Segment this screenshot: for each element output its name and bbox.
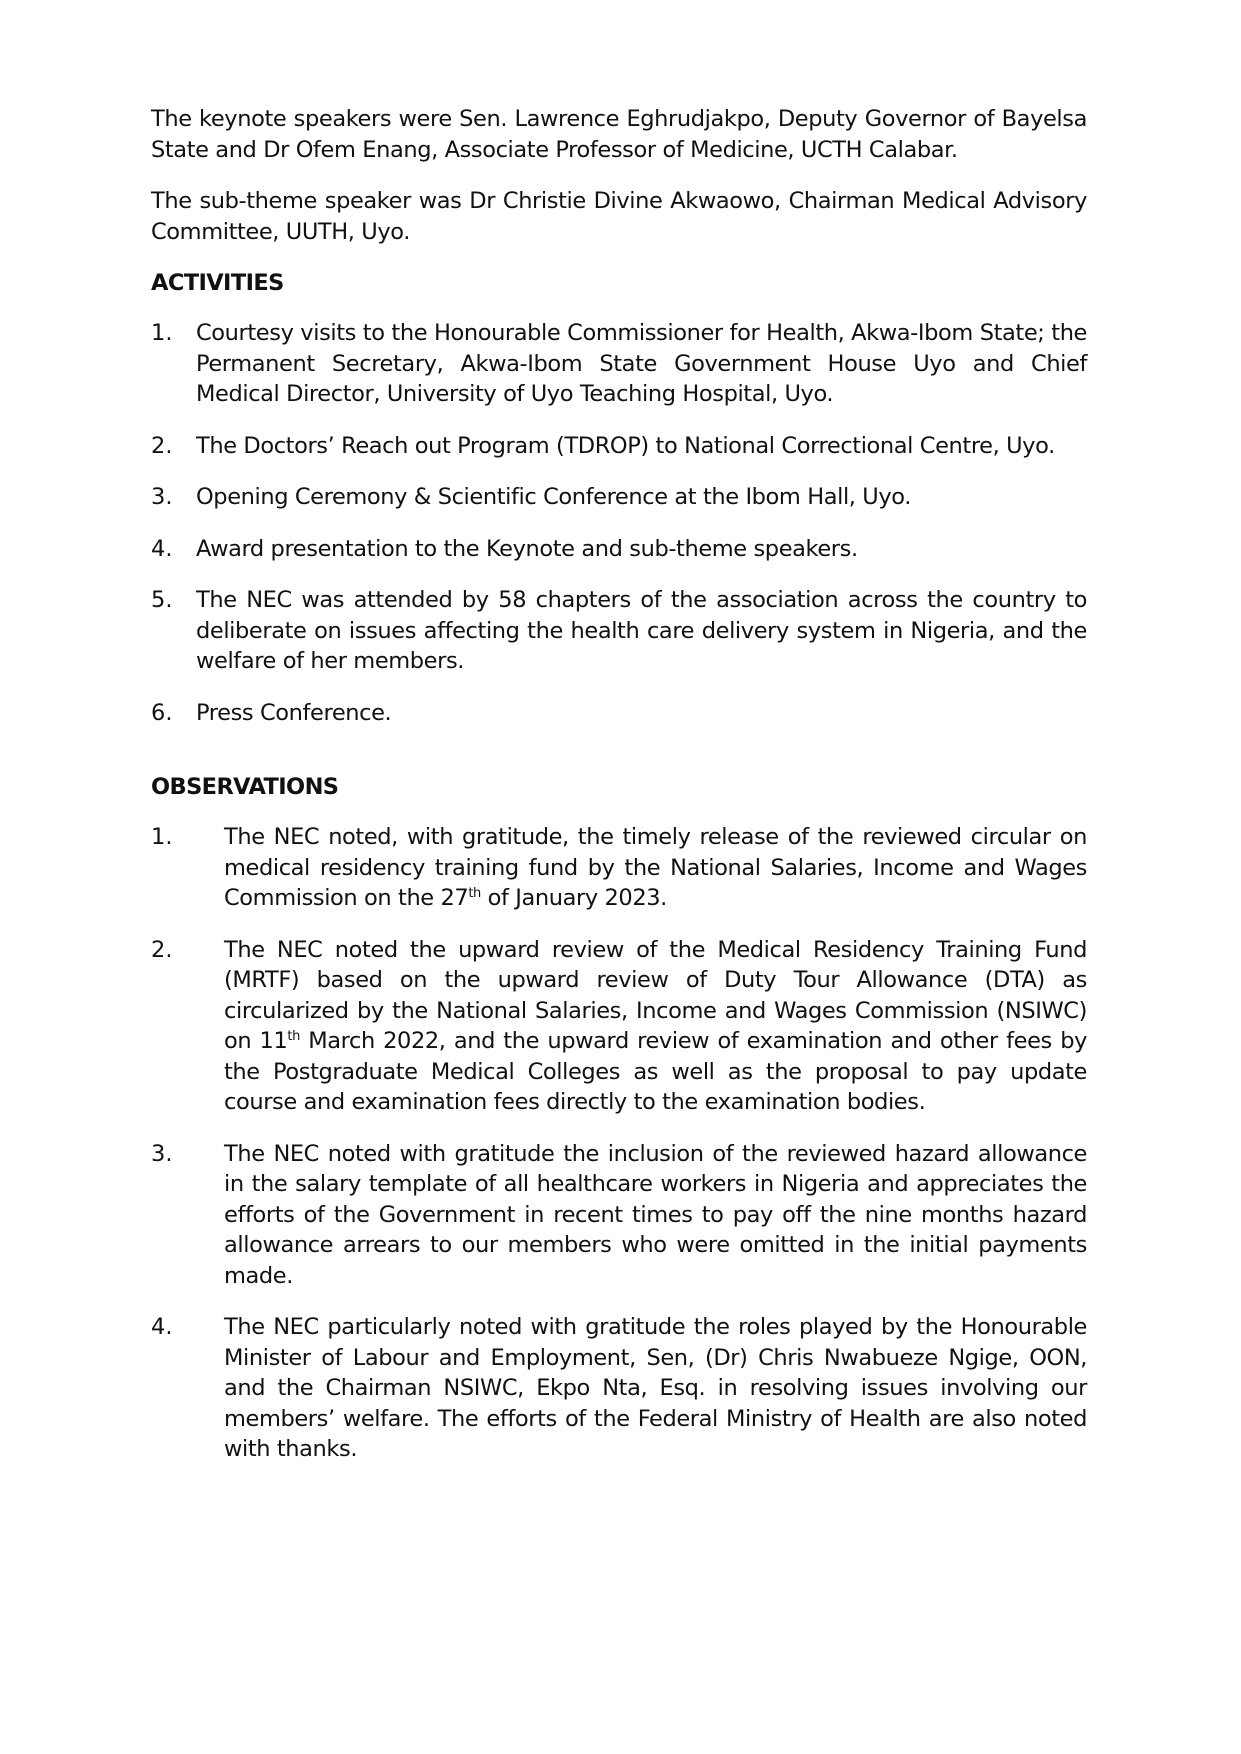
list-item [151,698,1087,729]
item-text: The NEC was attended by 58 chapters of the association across the country to deliberate on issues affecting the health care delivery system in Nigeria, and the welfare of her members. [196,587,1087,674]
observations-list [151,822,1087,1465]
list-item [151,431,1087,462]
activities-heading: ACTIVITIES [151,270,284,296]
item-text: The Doctors’ Reach out Program (TDROP) to National Correctional Centre, Uyo. [196,432,1055,459]
list-item [151,1312,1087,1465]
activities-list [151,318,1087,728]
item-number: 3. [151,484,173,510]
observations-heading: OBSERVATIONS [151,774,339,800]
item-number: 4. [151,1314,173,1340]
document-page [151,104,1087,1486]
item-number: 2. [151,936,173,963]
list-item [151,482,1087,513]
superscript: th [468,886,481,901]
item-number: 2. [151,432,173,459]
list-item [151,935,1087,1118]
superscript: th [287,1029,300,1044]
item-text: The NEC noted, with gratitude, the timely release of the reviewed circular on medical residency training fund by the National Salaries, Income and Wages Commission on the 27th of January 2023. [224,824,1087,911]
list-item [151,822,1087,914]
list-item [151,318,1087,410]
sub-theme-speaker-paragraph: The sub-theme speaker was Dr Christie Divine Akwaowo, Chairman Medical Advisory Committee, UUTH, Uyo. [151,188,1087,245]
item-number: 1. [151,824,173,850]
item-text: Award presentation to the Keynote and sub-theme speakers. [196,535,858,562]
item-number: 3. [151,1140,173,1167]
item-number: 6. [151,699,173,726]
list-item [151,1139,1087,1292]
item-text: The NEC particularly noted with gratitude the roles played by the Honourable Minister of Labour and Employment, Sen, (Dr) Chris Nwabueze Ngige, OON, and the Chairman NSIWC, Ekpo Nta, Esq. in resolving issues involving our members’ welfare. The efforts of the Federal Ministry of Health are also noted with thanks. [224,1314,1087,1462]
item-number: 5. [151,587,173,613]
item-text: Press Conference. [196,699,392,726]
item-text: The NEC noted with gratitude the inclusion of the reviewed hazard allowance in the salary template of all healthcare workers in Nigeria and appreciates the efforts of the Government in recent times to pay off the nine months hazard allowance arrears to our members who were omitted in the initial payments made. [224,1140,1087,1289]
item-text: Opening Ceremony & Scientific Conference at the Ibom Hall, Uyo. [196,484,912,510]
item-text: The NEC noted the upward review of the Medical Residency Training Fund (MRTF) based on the upward review of Duty Tour Allowance (DTA) as circularized by the National Salaries, Income and Wages Commission (NSIWC) on 11th March 2022, and the upward review of examination and other fees by the Postgraduate Medical Colleges as well as the proposal to pay update course and examination fees directly to the examination bodies. [224,936,1087,1115]
item-text: Courtesy visits to the Honourable Commissioner for Health, Akwa-Ibom State; the Permanent Secretary, Akwa-Ibom State Government House Uyo and Chief Medical Director, University of Uyo Teaching Hospital, Uyo. [196,320,1087,407]
keynote-speakers-paragraph: The keynote speakers were Sen. Lawrence Eghrudjakpo, Deputy Governor of Bayelsa State and Dr Ofem Enang, Associate Professor of Medicine, UCTH Calabar. [151,106,1087,163]
list-item [151,534,1087,565]
item-number: 4. [151,535,173,562]
item-number: 1. [151,320,173,346]
list-item [151,585,1087,677]
